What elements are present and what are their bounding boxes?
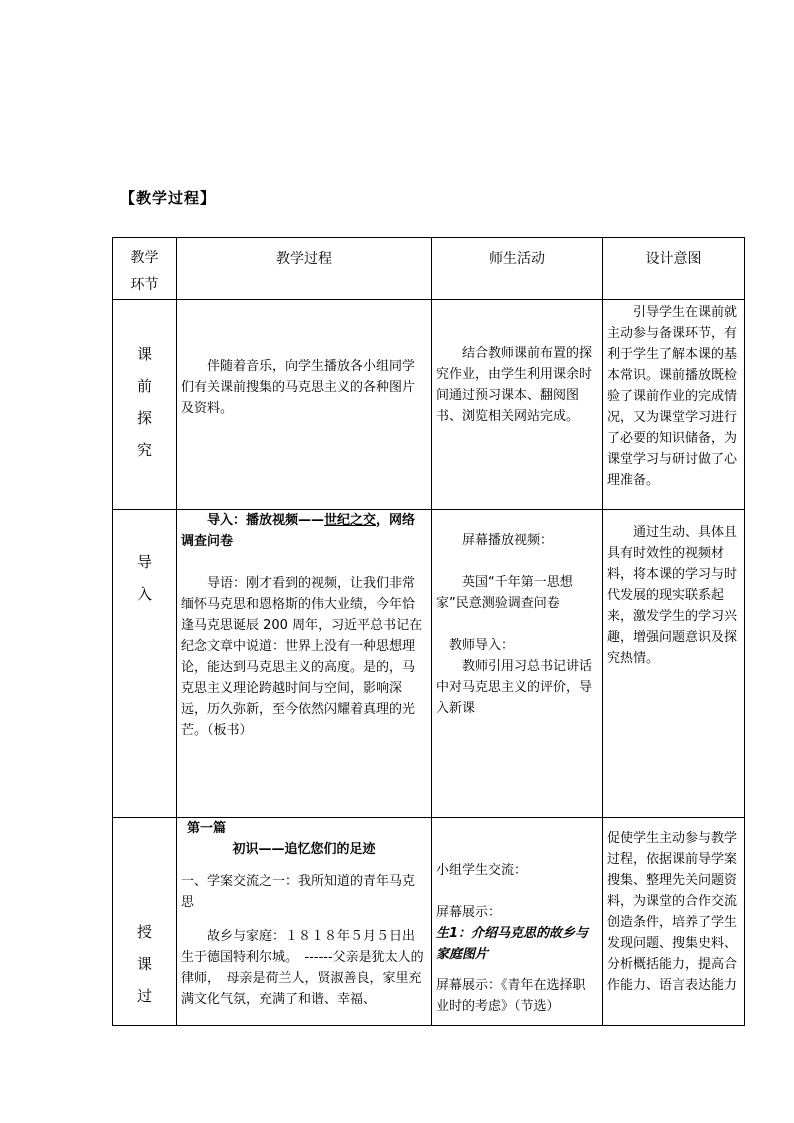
intent-cell bbox=[603, 300, 745, 510]
intent-text: 引导学生在课前就主动参与备课环节，有利于学生了解本课的基本常识。课前播放既检验了课前作业的完成情况，又为课堂学习进行了必要的知识储备，为课堂学习与研讨做了心理准备。 bbox=[607, 305, 738, 488]
activity-text: 教师导入： bbox=[449, 638, 515, 653]
activity-text: 屏幕展示： bbox=[436, 905, 502, 920]
process-text: 伴随着音乐，向学生播放各小组同学们有关课前搜集的马克思主义的各种图片及资料。 bbox=[181, 359, 416, 416]
stage-char: 授 bbox=[136, 923, 152, 941]
process-cell bbox=[177, 510, 432, 818]
intro-title: 导入：播放视频——世纪之交，网络调查问卷 bbox=[181, 513, 416, 549]
intent-cell bbox=[603, 510, 745, 818]
activity-text: 生1：介绍马克思的故乡与家庭图片 bbox=[436, 926, 589, 962]
intent-text: 通过生动、具体且具有时效性的视频材料，将本课的学习与时代发展的现实联系起来，激发学生的学习兴趣，增强问题意识及探究热情。 bbox=[607, 525, 738, 666]
activity-text: 屏幕展示：《青年在选择职业时的考虑》（节选） bbox=[436, 978, 586, 1014]
stage-cell bbox=[113, 510, 177, 818]
stage-char: 过 bbox=[136, 987, 152, 1005]
part-label: 第一篇 bbox=[187, 821, 227, 836]
stage-char: 课 bbox=[136, 955, 152, 973]
stage-char: 前 bbox=[136, 377, 152, 395]
activity-text: 英国“千年第一思想家”民意测验调查问卷 bbox=[436, 575, 573, 611]
video-title: 世纪之交 bbox=[324, 513, 377, 528]
stage-char: 导 bbox=[136, 553, 152, 571]
table-row bbox=[113, 510, 745, 818]
table-row bbox=[113, 818, 745, 1026]
intent-text: 促使学生主动参与教学过程，依据课前导学案搜集、整理先关问题资料，为课堂的合作交流创造条件，培养了学生发现问题、搜集史料、分析概括能力，提高合作能力、语言表达能力 bbox=[607, 831, 738, 993]
header-stage-line1: 教学 bbox=[130, 250, 159, 266]
activity-text: 结合教师课前布置的探究作业，由学生利用课余时间通过预习课本、翻阅图书、浏览相关网站完成。 bbox=[436, 346, 593, 424]
activity-text: 教师引用习总书记讲话中对马克思主义的评价，导入新课 bbox=[436, 659, 593, 716]
stage-char: 课 bbox=[136, 345, 152, 363]
process-cell bbox=[177, 300, 432, 510]
stage-char: 入 bbox=[136, 585, 152, 603]
activity-text: 屏幕播放视频： bbox=[462, 533, 554, 548]
process-text: 导语：刚才看到的视频，让我们非常缅怀马克思和恩格斯的伟大业绩，今年恰逢马克思诞辰 200 周年，习近平总书记在纪念文章中说道：世界上没有一种思想理论，能达到马克思主义的高度。是的，马克思主义理论跨越时间与空间，影响深远，历久弥新，至今依然闪耀着真理的光芒。（板书） bbox=[181, 576, 423, 738]
part-title: 初识——追忆您们的足迹 bbox=[232, 842, 376, 857]
activity-cell bbox=[432, 300, 603, 510]
activity-cell bbox=[432, 510, 603, 818]
stage-char: 探 bbox=[136, 409, 152, 427]
stage-char: 究 bbox=[136, 441, 152, 459]
table-row bbox=[113, 300, 745, 510]
section-heading: 【教学过程】 bbox=[120, 189, 217, 207]
process-text: 故乡与家庭：１８１８年５月５日出生于德国特利尔城。 ------父亲是犹太人的律师， 母亲是荷兰人，贤淑善良，家里充满文化气氛，充满了和谐、幸福、 bbox=[181, 929, 424, 1007]
header-stage-line2: 环节 bbox=[130, 277, 159, 293]
stage-cell bbox=[113, 818, 177, 1026]
section-title: 一、学案交流之一：我所知道的青年马克思 bbox=[181, 874, 416, 910]
intent-cell bbox=[603, 818, 745, 1026]
activity-text: 小组学生交流： bbox=[436, 863, 528, 878]
header-process: 教学过程 bbox=[177, 238, 432, 300]
header-activity: 师生活动 bbox=[432, 238, 603, 300]
teaching-process-table bbox=[112, 237, 745, 1026]
table-header-row bbox=[113, 238, 745, 300]
process-cell bbox=[177, 818, 432, 1026]
header-stage bbox=[113, 238, 177, 300]
header-intent: 设计意图 bbox=[603, 238, 745, 300]
stage-cell bbox=[113, 300, 177, 510]
activity-cell bbox=[432, 818, 603, 1026]
